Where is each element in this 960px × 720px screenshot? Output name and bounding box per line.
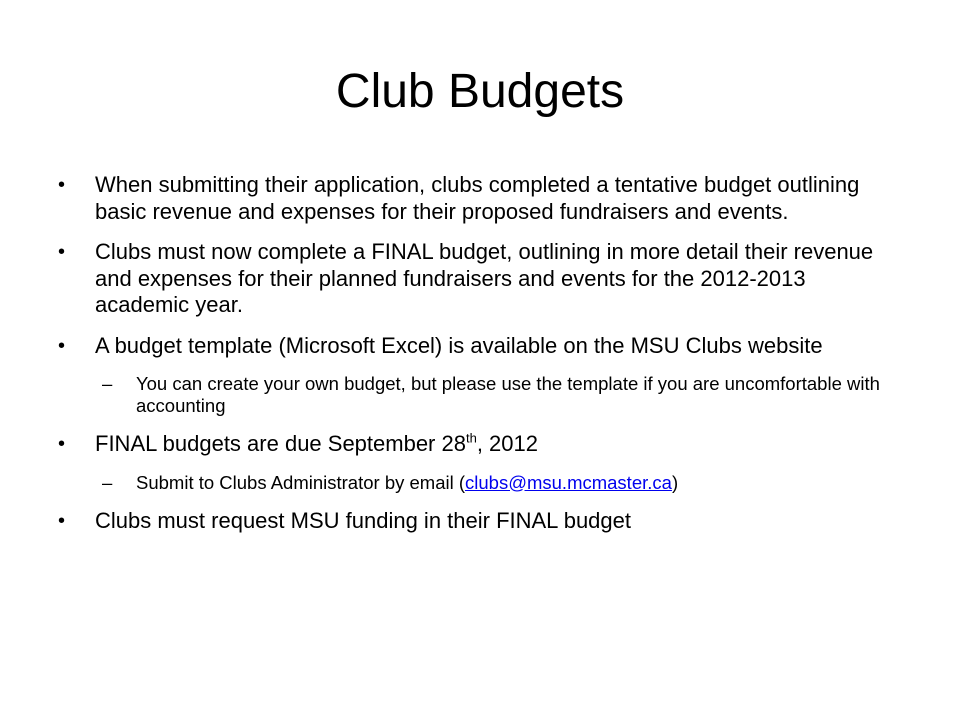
- bullet-text: Clubs must now complete a FINAL budget, outlining in more detail their revenue and expenses for their planned fundraisers and events for the 2012-2013 academic year.: [95, 239, 874, 317]
- sub-bullet-item: [58, 472, 898, 494]
- bullet-text: When submitting their application, clubs completed a tentative budget outlining basic revenue and expenses for their proposed fundraisers and events.: [95, 172, 860, 224]
- bullet-text-suffix: , 2012: [476, 431, 538, 456]
- sub-bullet-text-suffix: ): [671, 471, 679, 493]
- bullet-dot-icon: •: [58, 509, 66, 532]
- bullet-item: [58, 431, 898, 458]
- ordinal-suffix: th: [465, 430, 477, 446]
- bullet-item: [58, 172, 898, 225]
- sub-bullet-text-prefix: Submit to Clubs Administrator by email (: [136, 471, 466, 493]
- bullet-dot-icon: •: [58, 241, 66, 263]
- bullet-item: [58, 333, 898, 360]
- bullet-dot-icon: •: [58, 334, 66, 357]
- dash-icon: –: [102, 471, 113, 493]
- bullet-dot-icon: •: [58, 174, 66, 196]
- bullet-text: A budget template (Microsoft Excel) is available on the MSU Clubs website: [95, 332, 823, 358]
- bullet-list: [58, 172, 898, 548]
- sub-bullet-item: [58, 373, 898, 417]
- slide-title: Club Budgets: [335, 65, 625, 118]
- email-link[interactable]: clubs@msu.mcmaster.ca: [465, 471, 672, 493]
- dash-icon: –: [102, 373, 113, 394]
- bullet-text-prefix: FINAL budgets are due September 28: [95, 431, 466, 456]
- bullet-item: [58, 239, 898, 319]
- bullet-item: [58, 508, 898, 535]
- bullet-text: Clubs must request MSU funding in their FINAL budget: [95, 507, 632, 533]
- bullet-dot-icon: •: [58, 433, 66, 455]
- sub-bullet-text: You can create your own budget, but please use the template if you are uncomfortable with accounting: [136, 373, 880, 416]
